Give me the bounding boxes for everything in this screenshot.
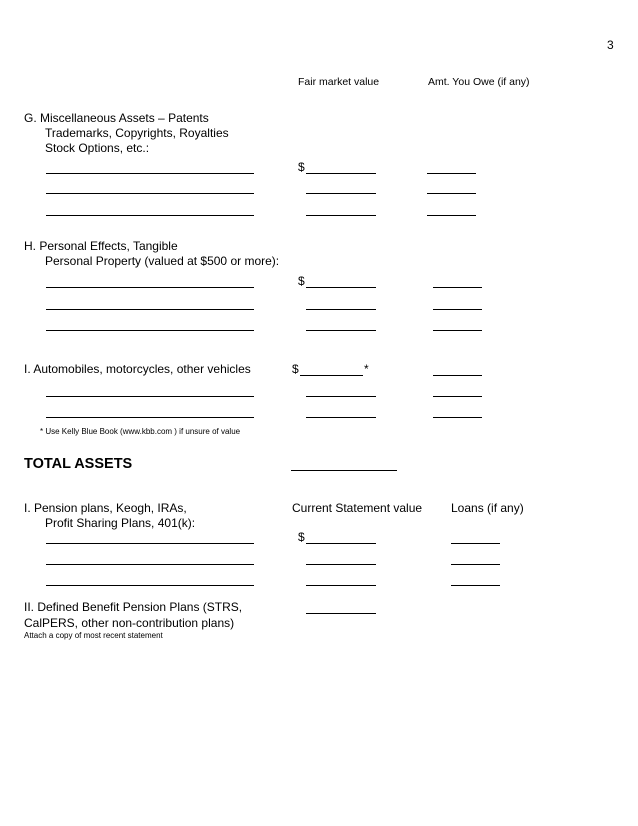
asterisk-marker: *: [364, 362, 369, 376]
section-i-pension-loan-field-2[interactable]: [451, 564, 500, 565]
section-h-owed-field-1[interactable]: [433, 287, 482, 288]
section-i-pension-description-field-1[interactable]: [46, 543, 254, 544]
section-h-owed-field-2[interactable]: [433, 309, 482, 310]
section-i-pension-value-field-2[interactable]: [306, 564, 376, 565]
section-h-description-field-3[interactable]: [46, 330, 254, 331]
section-h-title: H. Personal Effects, Tangible: [24, 239, 178, 253]
section-i-pension-value-field-3[interactable]: [306, 585, 376, 586]
total-assets-field[interactable]: [291, 470, 397, 471]
section-g-value-field-1[interactable]: [306, 173, 376, 174]
attach-statement-note: Attach a copy of most recent statement: [24, 631, 163, 640]
section-g-owed-field-2[interactable]: [427, 193, 476, 194]
header-current-statement-value: Current Statement value: [292, 501, 423, 515]
dollar-sign: $: [298, 160, 305, 174]
section-i-automobiles-value-field-3[interactable]: [306, 417, 376, 418]
section-g-description-field-2[interactable]: [46, 193, 254, 194]
section-g-description-field-1[interactable]: [46, 173, 254, 174]
dollar-sign: $: [298, 530, 305, 544]
section-h-title-line2: Personal Property (valued at $500 or more):: [45, 254, 280, 268]
section-i-automobiles-value-field-1[interactable]: [300, 375, 363, 376]
page-number: 3: [607, 38, 614, 52]
header-amount-owed: Amt. You Owe (if any): [428, 76, 530, 88]
section-g-value-field-2[interactable]: [306, 193, 376, 194]
section-g-value-field-3[interactable]: [306, 215, 376, 216]
section-i-automobiles-owed-field-2[interactable]: [433, 396, 482, 397]
section-g-description-field-3[interactable]: [46, 215, 254, 216]
section-h-value-field-3[interactable]: [306, 330, 376, 331]
section-h-value-field-2[interactable]: [306, 309, 376, 310]
section-g-title: G. Miscellaneous Assets – Patents: [24, 111, 209, 125]
section-i-automobiles-description-field-3[interactable]: [46, 417, 254, 418]
section-i-pension-title: I. Pension plans, Keogh, IRAs,: [24, 501, 187, 515]
section-g-title-line2: Trademarks, Copyrights, Royalties: [45, 126, 229, 140]
section-h-description-field-1[interactable]: [46, 287, 254, 288]
section-h-value-field-1[interactable]: [306, 287, 376, 288]
dollar-sign: $: [292, 362, 299, 376]
section-i-automobiles-owed-field-1[interactable]: [433, 375, 482, 376]
section-g-title-line3: Stock Options, etc.:: [45, 141, 150, 155]
section-i-pension-loan-field-1[interactable]: [451, 543, 500, 544]
section-i-pension-loan-field-3[interactable]: [451, 585, 500, 586]
header-loans: Loans (if any): [451, 501, 524, 515]
section-i-pension-value-field-1[interactable]: [306, 543, 376, 544]
section-i-automobiles-description-field-2[interactable]: [46, 396, 254, 397]
section-i-automobiles-title: I. Automobiles, motorcycles, other vehicles: [24, 362, 251, 376]
section-ii-value-field[interactable]: [306, 613, 376, 614]
header-fair-market-value: Fair market value: [298, 76, 380, 88]
section-i-pension-title-line2: Profit Sharing Plans, 401(k):: [45, 516, 196, 530]
section-h-description-field-2[interactable]: [46, 309, 254, 310]
section-g-owed-field-3[interactable]: [427, 215, 476, 216]
total-assets-label: TOTAL ASSETS: [24, 456, 133, 472]
section-i-pension-description-field-3[interactable]: [46, 585, 254, 586]
dollar-sign: $: [298, 274, 305, 288]
section-ii-title-line2: CalPERS, other non-contribution plans): [24, 616, 235, 630]
section-i-pension-description-field-2[interactable]: [46, 564, 254, 565]
section-g-owed-field-1[interactable]: [427, 173, 476, 174]
kbb-footnote: * Use Kelly Blue Book (www.kbb.com ) if unsure of value: [40, 427, 241, 436]
section-i-automobiles-value-field-2[interactable]: [306, 396, 376, 397]
section-h-owed-field-3[interactable]: [433, 330, 482, 331]
section-ii-title: II. Defined Benefit Pension Plans (STRS,: [24, 600, 243, 614]
section-i-automobiles-owed-field-3[interactable]: [433, 417, 482, 418]
